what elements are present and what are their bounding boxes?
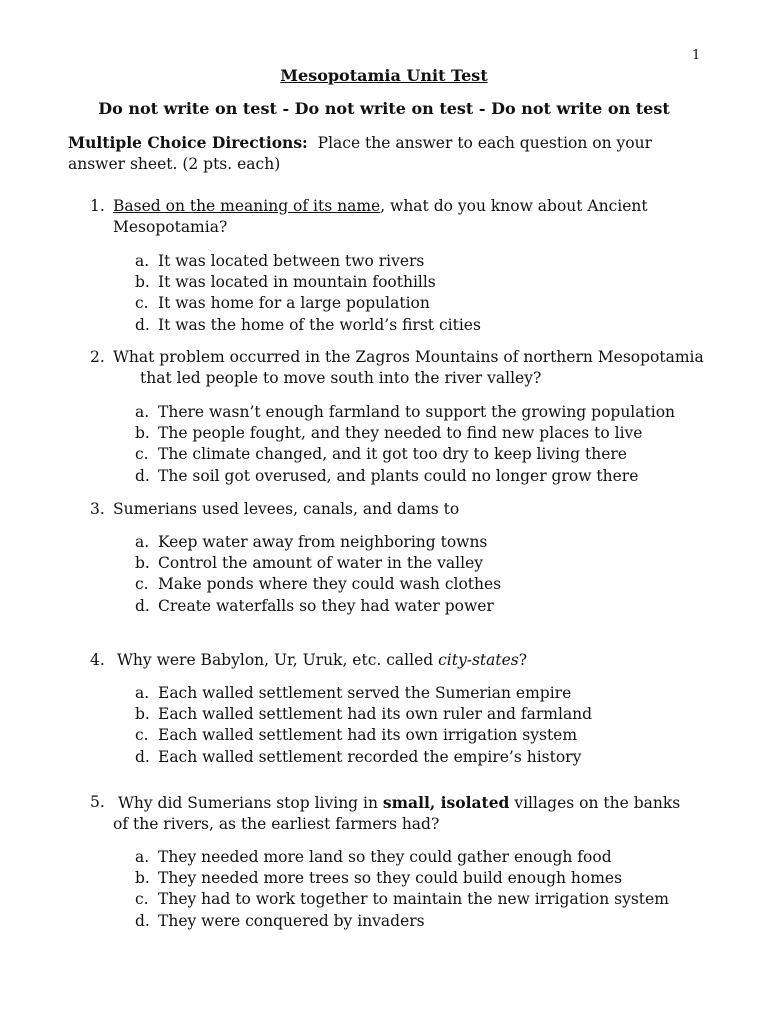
option-letter: d. bbox=[135, 596, 150, 615]
stem-bold: small, isolated bbox=[382, 793, 510, 812]
option-letter: d. bbox=[135, 747, 150, 766]
stem-underlined: Based on the meaning of its name bbox=[113, 197, 381, 215]
directions bbox=[68, 132, 708, 175]
question-number: 4. bbox=[90, 651, 105, 669]
option-letter: c. bbox=[135, 445, 149, 464]
option-text: They were conquered by invaders bbox=[158, 911, 425, 930]
option-letter: c. bbox=[135, 726, 149, 745]
option-letter: c. bbox=[135, 294, 149, 313]
question-1 bbox=[90, 196, 710, 238]
option-text: Each walled settlement served the Sumerian empire bbox=[158, 684, 572, 702]
stem-text: , what do you know about Ancient Mesopotamia? bbox=[113, 197, 648, 236]
page-number: 1 bbox=[692, 48, 701, 63]
option bbox=[135, 532, 695, 553]
option-text: The soil got overused, and plants could no longer grow there bbox=[158, 466, 639, 485]
option bbox=[135, 315, 695, 336]
option-letter: c. bbox=[135, 575, 149, 594]
option bbox=[135, 293, 695, 314]
stem-text: ? bbox=[518, 651, 528, 669]
option-text: Each walled settlement recorded the empire’s history bbox=[158, 747, 582, 766]
question-number: 2. bbox=[90, 348, 105, 366]
question-number: 5. bbox=[90, 793, 105, 811]
option-letter: c. bbox=[135, 890, 149, 909]
option bbox=[135, 911, 695, 932]
option bbox=[135, 747, 695, 768]
option-letter: b. bbox=[135, 554, 150, 573]
option-letter: a. bbox=[135, 684, 150, 702]
option-letter: b. bbox=[135, 705, 150, 724]
option bbox=[135, 683, 695, 704]
option-text: Control the amount of water in the valley bbox=[158, 554, 483, 573]
option-letter: d. bbox=[135, 315, 150, 334]
question-stem bbox=[90, 650, 710, 671]
option-text: They needed more trees so they could build enough homes bbox=[158, 869, 623, 888]
question-1-options bbox=[135, 251, 695, 336]
option-letter: d. bbox=[135, 466, 150, 485]
stem-italic: city-states bbox=[438, 651, 519, 669]
question-5 bbox=[90, 792, 696, 835]
option bbox=[135, 574, 695, 595]
option bbox=[135, 704, 695, 725]
option-letter: b. bbox=[135, 424, 150, 443]
option bbox=[135, 251, 695, 272]
stem-text: Why were Babylon, Ur, Uruk, etc. called bbox=[117, 651, 439, 669]
option-text: Create waterfalls so they had water power bbox=[158, 596, 494, 615]
question-stem bbox=[90, 347, 710, 389]
question-3-options bbox=[135, 532, 695, 617]
directions-text: Place the answer to each question on your answer sheet. (2 pts. each) bbox=[68, 134, 652, 173]
stem-line: that led people to move south into the river valley? bbox=[140, 369, 542, 387]
option bbox=[135, 466, 695, 487]
question-5-options bbox=[135, 847, 695, 932]
question-stem bbox=[90, 196, 710, 238]
option-text: Each walled settlement had its own irrigation system bbox=[158, 726, 578, 745]
question-4-options bbox=[135, 683, 695, 768]
stem-text: Why did Sumerians stop living in bbox=[117, 794, 383, 812]
option bbox=[135, 725, 695, 746]
option-letter: a. bbox=[135, 403, 150, 421]
stem-text: villages on the banks of the rivers, as the earliest farmers had? bbox=[113, 794, 681, 833]
question-2 bbox=[90, 347, 710, 389]
option-letter: a. bbox=[135, 848, 150, 866]
question-number: 1. bbox=[90, 197, 105, 215]
option-text: They needed more land so they could gather enough food bbox=[158, 848, 612, 866]
option-text: Keep water away from neighboring towns bbox=[158, 533, 488, 551]
question-stem: Sumerians used levees, canals, and dams to bbox=[113, 500, 460, 518]
directions-label: Multiple Choice Directions: bbox=[68, 133, 308, 152]
option-text: The people fought, and they needed to find new places to live bbox=[158, 424, 643, 443]
option-letter: a. bbox=[135, 252, 150, 270]
option bbox=[135, 402, 695, 423]
option-text: They had to work together to maintain the new irrigation system bbox=[158, 890, 669, 909]
option bbox=[135, 868, 695, 889]
stem-line: What problem occurred in the Zagros Mountains of northern Mesopotamia bbox=[113, 348, 704, 366]
option-text: It was located in mountain foothills bbox=[158, 273, 436, 292]
option bbox=[135, 444, 695, 465]
option bbox=[135, 272, 695, 293]
option-text: There wasn’t enough farmland to support the growing population bbox=[158, 403, 676, 421]
option-letter: a. bbox=[135, 533, 150, 551]
question-number: 3. bbox=[90, 500, 105, 518]
question-4 bbox=[90, 650, 710, 671]
option-letter: d. bbox=[135, 911, 150, 930]
option-text: It was the home of the world’s first cities bbox=[158, 315, 481, 334]
option bbox=[135, 596, 695, 617]
option-text: The climate changed, and it got too dry to keep living there bbox=[158, 445, 627, 464]
option bbox=[135, 423, 695, 444]
question-2-options bbox=[135, 402, 695, 487]
option bbox=[135, 889, 695, 910]
option-text: Make ponds where they could wash clothes bbox=[158, 575, 502, 594]
warning-line: Do not write on test - Do not write on test - Do not write on test bbox=[98, 99, 670, 118]
option-text: Each walled settlement had its own ruler and farmland bbox=[158, 705, 593, 724]
test-title: Mesopotamia Unit Test bbox=[280, 66, 488, 85]
option bbox=[135, 847, 695, 868]
question-3 bbox=[90, 499, 710, 520]
option-letter: b. bbox=[135, 273, 150, 292]
option-text: It was located between two rivers bbox=[158, 252, 425, 270]
option bbox=[135, 553, 695, 574]
option-text: It was home for a large population bbox=[158, 294, 430, 313]
option-letter: b. bbox=[135, 869, 150, 888]
question-stem bbox=[90, 792, 696, 835]
